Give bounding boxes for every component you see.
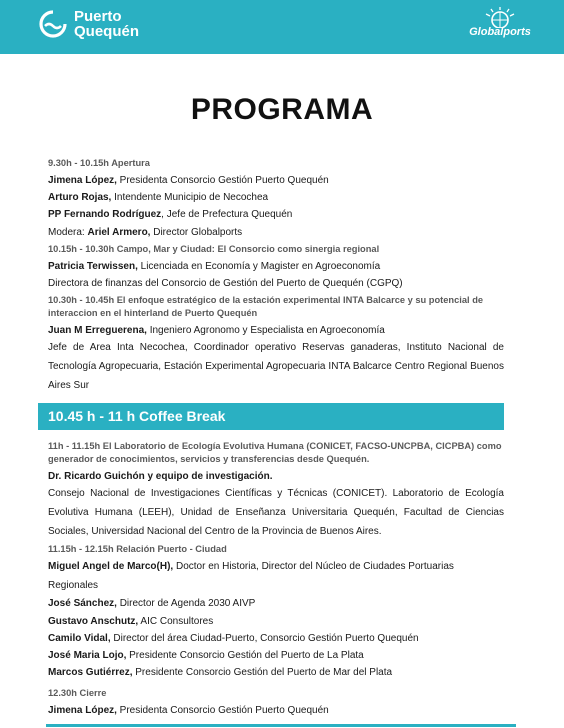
speaker-desc: Intendente Municipio de Necochea xyxy=(111,192,269,204)
program-content xyxy=(48,155,504,720)
speaker-desc: , Jefe de Prefectura Quequén xyxy=(161,209,293,221)
speaker-desc: Licenciada en Economía y Magister en Agroeconomía xyxy=(137,260,381,272)
speaker-name: PP Fernando Rodríguez xyxy=(48,209,162,221)
section-heading-inta: 10.30h - 10.45h El enfoque estratégico de la estación experimental INTA Balcarce y su potencial de interaccion en el hinterland de Puerto Quequén xyxy=(48,295,484,319)
speaker-line xyxy=(48,258,504,275)
section-heading-puerto-ciudad: 11.15h - 12.15h Relación Puerto - Ciudad xyxy=(48,544,227,555)
bottom-divider xyxy=(46,724,516,727)
speaker-name: Ariel Armero, xyxy=(87,226,151,238)
globalports-logo xyxy=(452,6,548,48)
speaker-desc: Presidenta Consorcio Gestión Puerto Quequén xyxy=(116,705,329,717)
speaker-name: Patricia Terwissen, xyxy=(48,260,138,272)
speaker-name: José Maria Lojo, xyxy=(48,649,127,661)
globalports-text: Globalports xyxy=(469,26,531,38)
speaker-line xyxy=(48,702,504,719)
speaker-extra: Directora de finanzas del Consorcio de Gestión del Puerto de Quequén (CGPQ) xyxy=(48,278,403,290)
speaker-name: Jimena López, xyxy=(48,175,117,186)
speaker-desc: Director de Agenda 2030 AIVP xyxy=(116,598,256,610)
wave-logo-icon xyxy=(38,9,68,39)
speaker-line xyxy=(48,172,504,189)
section-heading-campo: 10.15h - 10.30h Campo, Mar y Ciudad: El Consorcio como sinergia regional xyxy=(48,243,380,254)
speaker-line xyxy=(48,613,504,630)
speaker-name: Camilo Vidal, xyxy=(48,632,111,644)
speaker-desc: Director Globalports xyxy=(150,226,243,238)
speaker-line xyxy=(48,647,504,664)
speaker-name: Jimena López, xyxy=(48,705,117,717)
speaker-name: Juan M Erreguerena, xyxy=(48,325,147,337)
speaker-line xyxy=(48,206,504,223)
coffee-break-banner: 10.45 h - 11 h Coffee Break xyxy=(38,403,504,430)
section-heading-cierre: 12.30h Cierre xyxy=(48,688,107,699)
globe-icon xyxy=(482,6,518,28)
moderator-prefix: Modera: xyxy=(48,226,88,238)
speaker-desc: Presidente Consorcio Gestión del Puerto de La Plata xyxy=(126,649,364,661)
speaker-desc: Director del área Ciudad-Puerto, Consorcio Gestión Puerto Quequén xyxy=(110,632,419,644)
speaker-line xyxy=(48,630,504,647)
speaker-name: Arturo Rojas, xyxy=(48,192,112,204)
puerto-quequen-logo xyxy=(38,9,139,39)
speaker-desc: Doctor en Historia, Director del Núcleo de Ciudades Portuarias Regionales xyxy=(48,561,454,591)
speaker-name: Miguel Angel de Marco(H), xyxy=(48,561,174,573)
speaker-line xyxy=(48,558,504,595)
speaker-extra: Consejo Nacional de Investigaciones Científicas y Técnicas (CONICET). Laboratorio de Ecología Evolutiva Humana (LEEH), Unidad de Enseñanza Universitaria Quequén, Facultad de Ciencias Sociales, Universidad Nacional del Centro de la Provincia de Buenos Aires. xyxy=(48,488,504,537)
speaker-line xyxy=(48,322,504,339)
logo-line-2: Quequén xyxy=(74,23,140,40)
speaker-line xyxy=(48,595,504,612)
speaker-extra: Jefe de Area Inta Necochea, Coordinador operativo Reservas ganaderas, Instituto Nacional de Tecnología Agropecuaria, Estación Experimental Agropecuaria INTA Balcarce Centro Regional Buenos Aires Sur xyxy=(48,342,504,391)
speaker-name: Gustavo Anschutz, xyxy=(48,615,139,627)
speaker-line xyxy=(48,224,504,241)
header-bar xyxy=(0,0,564,54)
section-heading-apertura: 9.30h - 10.15h Apertura xyxy=(48,158,150,168)
speaker-desc: Presidente Consorcio Gestión del Puerto de Mar del Plata xyxy=(132,667,393,679)
speaker-desc: Ingeniero Agronomo y Especialista en Agroeconomía xyxy=(146,325,385,337)
speaker-name: Marcos Gutiérrez, xyxy=(48,667,133,679)
section-heading-laboratorio: 11h - 11.15h El Laboratorio de Ecología Evolutiva Humana (CONICET, FACSO-UNCPBA, CICPBA) como generador de conocimientos, servicios y transferencias desde Quequén. xyxy=(48,441,502,465)
speaker-line xyxy=(48,189,504,206)
page-title: PROGRAMA xyxy=(190,93,374,126)
speaker-name: Dr. Ricardo Guichón y equipo de investigación. xyxy=(48,471,273,483)
speaker-line xyxy=(48,664,504,681)
speaker-desc: Presidenta Consorcio Gestión Puerto Quequén xyxy=(116,175,329,186)
speaker-name: José Sánchez, xyxy=(48,598,117,610)
speaker-desc: AIC Consultores xyxy=(138,615,214,627)
logo-line-1: Puerto xyxy=(74,8,122,25)
